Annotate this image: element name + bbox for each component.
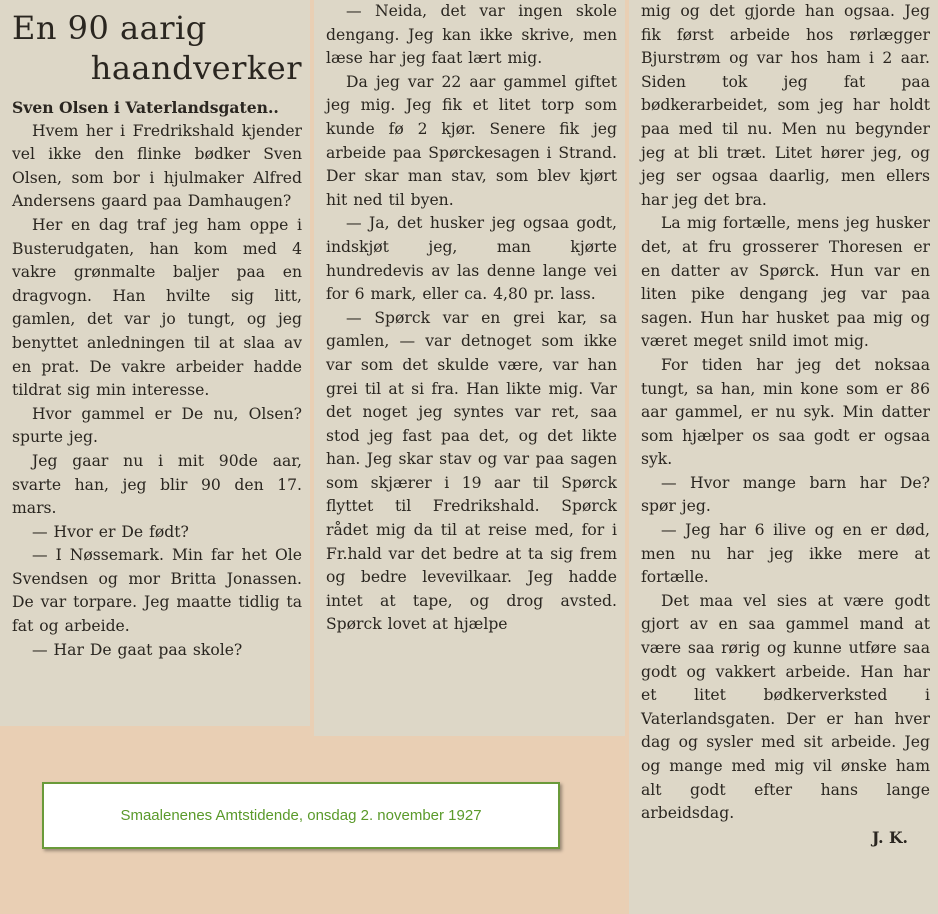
paragraph: Da jeg var 22 aar gammel giftet jeg mig. Jeg fik et litet torp som kunde fø 2 kjør. Senere fik jeg arbeide paa Spørckesagen i Strand. Der skar man stav, som blev kjørt hit ned til byen. (326, 72, 617, 209)
subheadline: Sven Olsen i Vaterlandsgaten.. (12, 98, 279, 117)
article-column-2 (314, 0, 625, 736)
paragraph: Her en dag traf jeg ham oppe i Busterudgaten, han kom med 4 vakre grønmalte baljer paa en dragvogn. Han hvilte sig litt, gamlen, det var jo tungt, og jeg benyttet anledningen til at slaa av en prat. De vakre arbeider hadde tildrat sig min interesse. (12, 215, 302, 400)
paragraph: — Jeg har 6 ilive og en er død, men nu har jeg ikke mere at fortælle. (641, 521, 930, 587)
article-column-1 (0, 0, 310, 726)
paragraph: For tiden har jeg det noksaa tungt, sa han, min kone som er 86 aar gammel, er nu syk. Min datter som hjælper os saa godt er ogsaa syk. (641, 355, 930, 469)
paragraph: — Ja, det husker jeg ogsaa godt, indskjøt jeg, man kjørte hundredevis av las denne lange vei for 6 mark, eller ca. 4,80 pr. lass. (326, 214, 617, 304)
source-caption-box (42, 782, 560, 849)
paragraph: — Har De gaat paa skole? (32, 640, 243, 659)
headline-line-1: En 90 aarig (12, 9, 207, 47)
source-caption: Smaalenenes Amtstidende, onsdag 2. november 1927 (120, 807, 482, 824)
paragraph: — Neida, det var ingen skole dengang. Jeg kan ikke skrive, men læse har jeg faat lært mig. (326, 2, 617, 68)
paragraph: Hvor gammel er De nu, Olsen? spurte jeg. (12, 404, 302, 447)
paragraph: — Hvor mange barn har De? spør jeg. (641, 473, 930, 516)
author-signature: J. K. (871, 827, 908, 847)
paragraph: — Hvor er De født? (32, 522, 189, 541)
paragraph: mig og det gjorde han ogsaa. Jeg fik først arbeide hos rørlægger Bjurstrøm og var hos ham i 2 aar. Siden tok jeg fat paa bødkerarbeidet, som jeg har holdt paa med til nu. Men nu begynder jeg at bli træt. Litet hører jeg, og jeg ser ogsaa daarlig, men ellers har jeg det bra. (641, 2, 930, 209)
paragraph: — I Nøssemark. Min far het Ole Svendsen og mor Britta Jonassen. De var torpare. Jeg maatte tidlig ta fat og arbeide. (12, 546, 302, 636)
paragraph: Jeg gaar nu i mit 90de aar, svarte han, jeg blir 90 den 17. mars. (12, 451, 302, 518)
article-column-3 (629, 0, 938, 914)
paragraph: Hvem her i Fredrikshald kjender vel ikke den flinke bødker Sven Olsen, som bor i hjulmaker Alfred Andersens gaard paa Damhaugen? (12, 121, 302, 211)
headline-line-2: haandverker (90, 49, 302, 87)
paragraph: — Spørck var en grei kar, sa gamlen, — var detnoget som ikke var som det skulde være, var han grei til at si fra. Han likte mig. Var det noget jeg syntes var ret, saa stod jeg fast paa det, og det likte han. Jeg skar stav og var paa sagen som skjærer i 19 aar til Spørck flyttet til Fredrikshald. Spørck rådet mig da til at reise med, for i Fr.hald var det bedre at ta sig frem og bedre levevilkaar. Jeg hadde intet at tape, og drog avsted. Spørck lovet at hjælpe (326, 308, 617, 634)
paragraph: La mig fortælle, mens jeg husker det, at fru grosserer Thoresen er en datter av Spørck. Hun var en liten pike dengang jeg var paa sagen. Hun har husket paa mig og været meget snild imot mig. (641, 214, 930, 351)
paragraph: Det maa vel sies at være godt gjort av en saa gammel mand at være saa rørig og kunne utføre saa godt og vakkert arbeide. Han har et litet bødkerverksted i Vaterlandsgaten. Der er han hver dag og sysler med sit arbeide. Jeg og mange med mig vil ønske ham alt godt efter hans lange arbeidsdag. (641, 591, 930, 823)
